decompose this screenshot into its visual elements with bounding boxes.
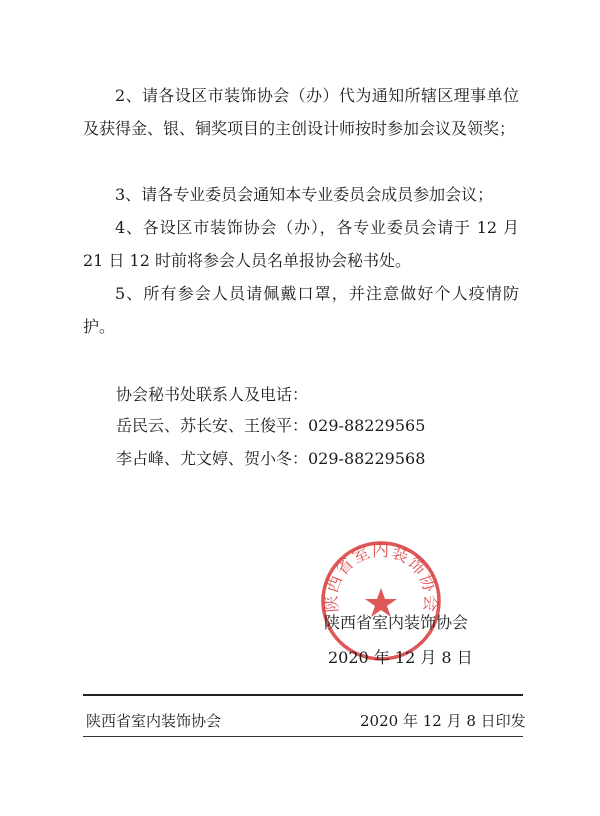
notice-item-4: 4、各设区市装饰协会（办），各专业委员会请于 12 月 21 日 12 时前将参会人员名单报协会秘书处。 [83,218,519,270]
footer-bottom-rule [83,736,523,737]
notice-item-3: 3、请各专业委员会通知本专业委员会成员参加会议； [115,185,494,204]
notice-item-2: 2、请各设区市装饰协会（办）代为通知所辖区理事单位及获得金、银、铜奖项目的主创设计师按时参加会议及领奖； [83,86,519,138]
seal-text: 陕西省室内装饰协会 [321,541,441,614]
notice-item-5: 5、所有参会人员请佩戴口罩，并注意做好个人疫情防护。 [83,284,519,336]
contacts-heading: 协会秘书处联系人及电话： [116,385,309,404]
footer-date: 2020 年 12 月 8 日印发 [360,712,526,730]
footer-top-rule [83,694,523,696]
contacts-line-1: 岳民云、苏长安、王俊平：029-88229565 [116,416,426,435]
contacts-line-2: 李占峰、尤文婷、贺小冬：029-88229568 [116,449,426,468]
signature-org: 陕西省室内装饰协会 [324,613,469,632]
signature-date: 2020 年 12 月 8 日 [328,648,473,667]
footer-org: 陕西省室内装饰协会 [86,712,222,730]
